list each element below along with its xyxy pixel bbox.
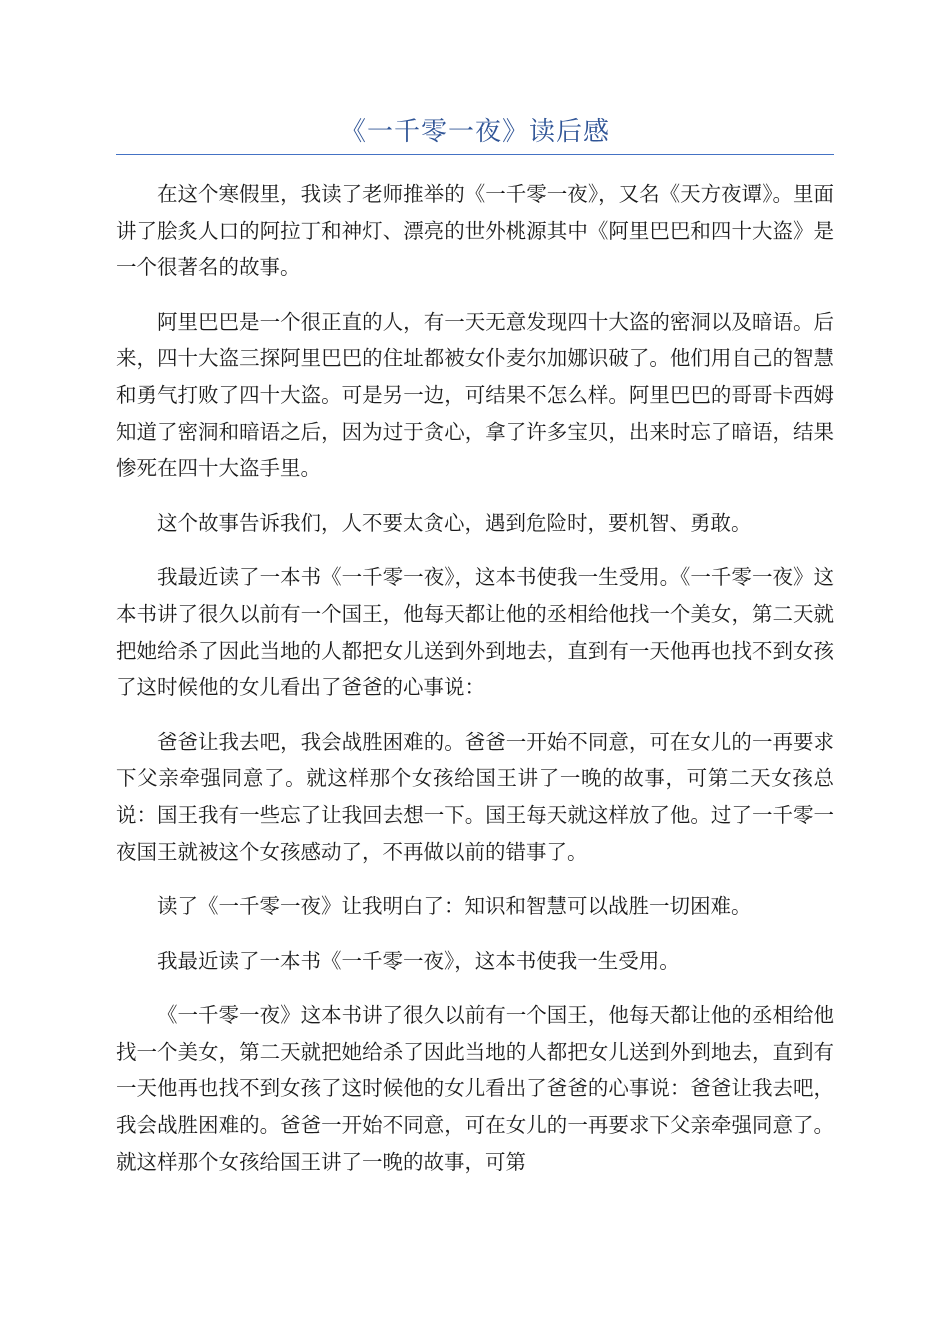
paragraph: 读了《一千零一夜》让我明白了：知识和智慧可以战胜一切困难。	[157, 894, 752, 919]
paragraph: 爸爸让我去吧，我会战胜困难的。爸爸一开始不同意，可在女儿的一再要求下父亲牵强同意了。就这样那个女孩给国王讲了一晚的故事，可第二天女孩总说：国王我有一些忘了让我回去想一下。国王每天就这样放了他。过了一千零一夜国王就被这个女孩感动了，不再做以前的错事了。	[116, 729, 834, 864]
paragraph: 在这个寒假里，我读了老师推举的《一千零一夜》，又名《天方夜谭》。里面讲了脍炙人口的阿拉丁和神灯、漂亮的世外桃源其中《阿里巴巴和四十大盗》是一个很著名的故事。	[116, 182, 834, 280]
paragraph: 我最近读了一本书《一千零一夜》，这本书使我一生受用。《一千零一夜》这本书讲了很久以前有一个国王，他每天都让他的丞相给他找一个美女，第二天就把她给杀了因此当地的人都把女儿送到外到地去，直到有一天他再也找不到女孩了这时候他的女儿看出了爸爸的心事说：	[116, 565, 834, 700]
paragraph: 这个故事告诉我们，人不要太贪心，遇到危险时，要机智、勇敢。	[157, 510, 752, 535]
document-title: 《一千零一夜》读后感	[339, 117, 610, 147]
title-underline-divider	[116, 154, 834, 155]
document-body	[116, 176, 834, 1198]
paragraph: 我最近读了一本书《一千零一夜》，这本书使我一生受用。	[157, 948, 680, 973]
paragraph: 《一千零一夜》这本书讲了很久以前有一个国王，他每天都让他的丞相给他找一个美女，第二天就把她给杀了因此当地的人都把女儿送到外到地去，直到有一天他再也找不到女孩了这时候他的女儿看出了爸爸的心事说：爸爸让我去吧，我会战胜困难的。爸爸一开始不同意，可在女儿的一再要求下父亲牵强同意了。就这样那个女孩给国王讲了一晚的故事，可第	[116, 1003, 834, 1174]
paragraph: 阿里巴巴是一个很正直的人，有一天无意发现四十大盗的密洞以及暗语。后来，四十大盗三探阿里巴巴的住址都被女仆麦尔加娜识破了。他们用自己的智慧和勇气打败了四十大盗。可是另一边，可结果不怎么样。阿里巴巴的哥哥卡西姆知道了密洞和暗语之后，因为过于贪心，拿了许多宝贝，出来时忘了暗语，结果惨死在四十大盗手里。	[116, 309, 834, 481]
